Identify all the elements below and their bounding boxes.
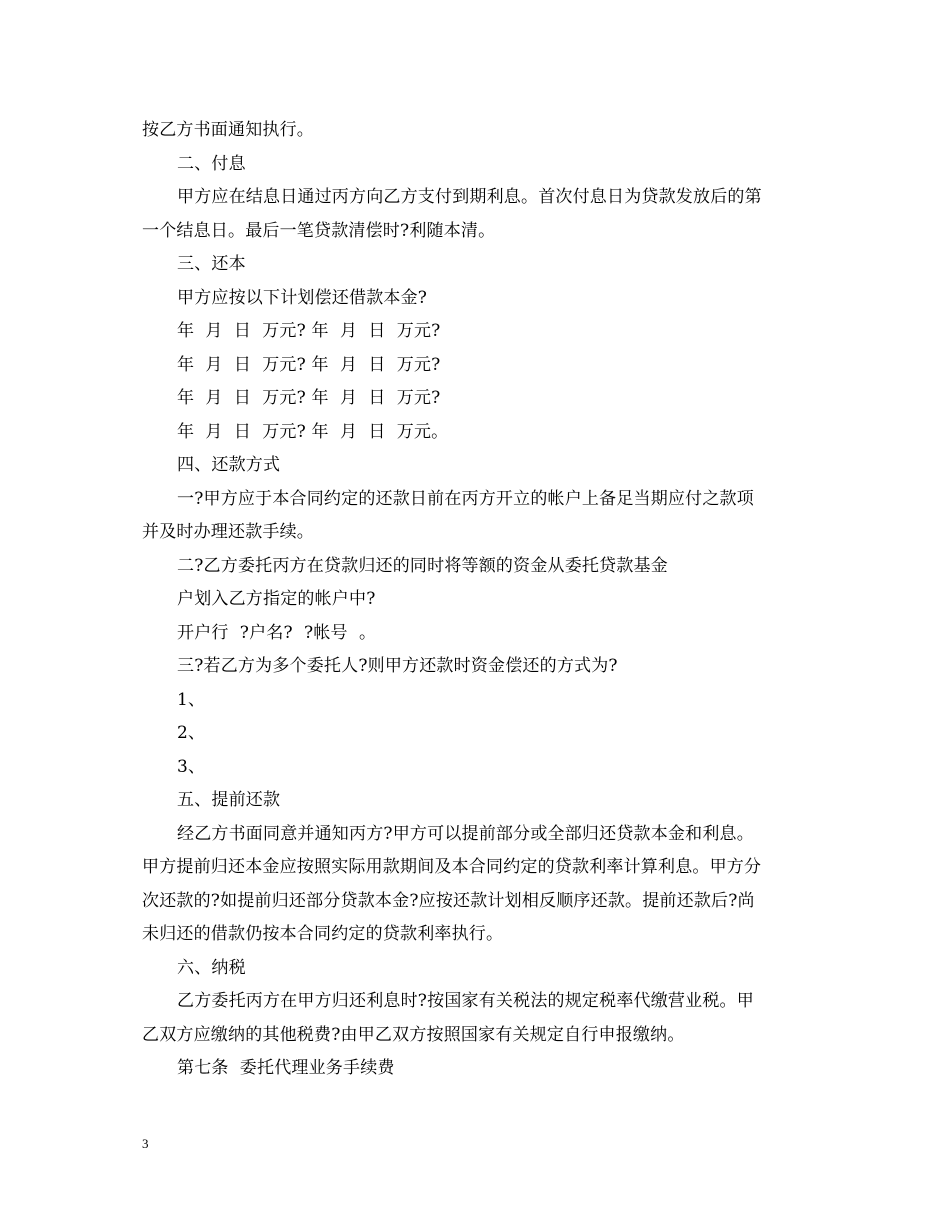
text-line: 第七条 委托代理业务手续费 bbox=[177, 1058, 395, 1078]
text-line: 次还款的?如提前归还部分贷款本金?应按还款计划相反顺序还款。提前还款后?尚 bbox=[142, 890, 755, 911]
text-line: 并及时办理还款手续。 bbox=[142, 522, 314, 542]
text-line: 一?甲方应于本合同约定的还款日前在丙方开立的帐户上备足当期应付之款项 bbox=[177, 488, 754, 509]
text-line: 三?若乙方为多个委托人?则甲方还款时资金偿还的方式为? bbox=[177, 656, 618, 676]
text-line: 经乙方书面同意并通知丙方?甲方可以提前部分或全部归还贷款本金和利息。 bbox=[177, 823, 754, 844]
text-line: 年 月 日 万元? 年 月 日 万元? bbox=[177, 354, 441, 375]
text-line: 乙方委托丙方在甲方归还利息时?按国家有关税法的规定税率代缴营业税。甲 bbox=[177, 991, 754, 1011]
text-line: 2、 bbox=[177, 723, 206, 743]
text-line: 甲方应在结息日通过丙方向乙方支付到期利息。首次付息日为贷款发放后的第 bbox=[177, 187, 762, 207]
text-line: 开户行 ?户名? ?帐号 。 bbox=[177, 622, 377, 643]
text-line: 一个结息日。最后一笔贷款清偿时?利随本清。 bbox=[142, 220, 496, 241]
text-line: 按乙方书面通知执行。 bbox=[142, 120, 314, 140]
text-line: 乙双方应缴纳的其他税费?由甲乙双方按照国家有关规定自行申报缴纳。 bbox=[142, 1024, 685, 1045]
page-number: 3 bbox=[142, 1136, 149, 1151]
text-line: 五、提前还款 bbox=[177, 790, 281, 810]
text-line: 年 月 日 万元? 年 月 日 万元? bbox=[177, 388, 441, 408]
text-line: 六、纳税 bbox=[177, 957, 246, 978]
text-line: 三、还本 bbox=[177, 254, 246, 274]
document-body bbox=[142, 114, 822, 1086]
text-line: 户划入乙方指定的帐户中? bbox=[177, 589, 376, 609]
text-line: 未归还的借款仍按本合同约定的贷款利率执行。 bbox=[142, 924, 504, 944]
text-line: 甲方提前归还本金应按照实际用款期间及本合同约定的贷款利率计算利息。甲方分 bbox=[142, 857, 762, 877]
text-line: 二、付息 bbox=[177, 153, 246, 174]
text-line: 1、 bbox=[177, 689, 206, 710]
text-line: 年 月 日 万元? 年 月 日 万元? bbox=[177, 321, 441, 341]
text-line: 3、 bbox=[177, 756, 206, 777]
text-line: 甲方应按以下计划偿还借款本金? bbox=[177, 287, 428, 308]
text-line: 二?乙方委托丙方在贷款归还的同时将等额的资金从委托贷款基金 bbox=[177, 555, 668, 576]
text-line: 年 月 日 万元? 年 月 日 万元。 bbox=[177, 421, 449, 442]
text-line: 四、还款方式 bbox=[177, 455, 281, 475]
